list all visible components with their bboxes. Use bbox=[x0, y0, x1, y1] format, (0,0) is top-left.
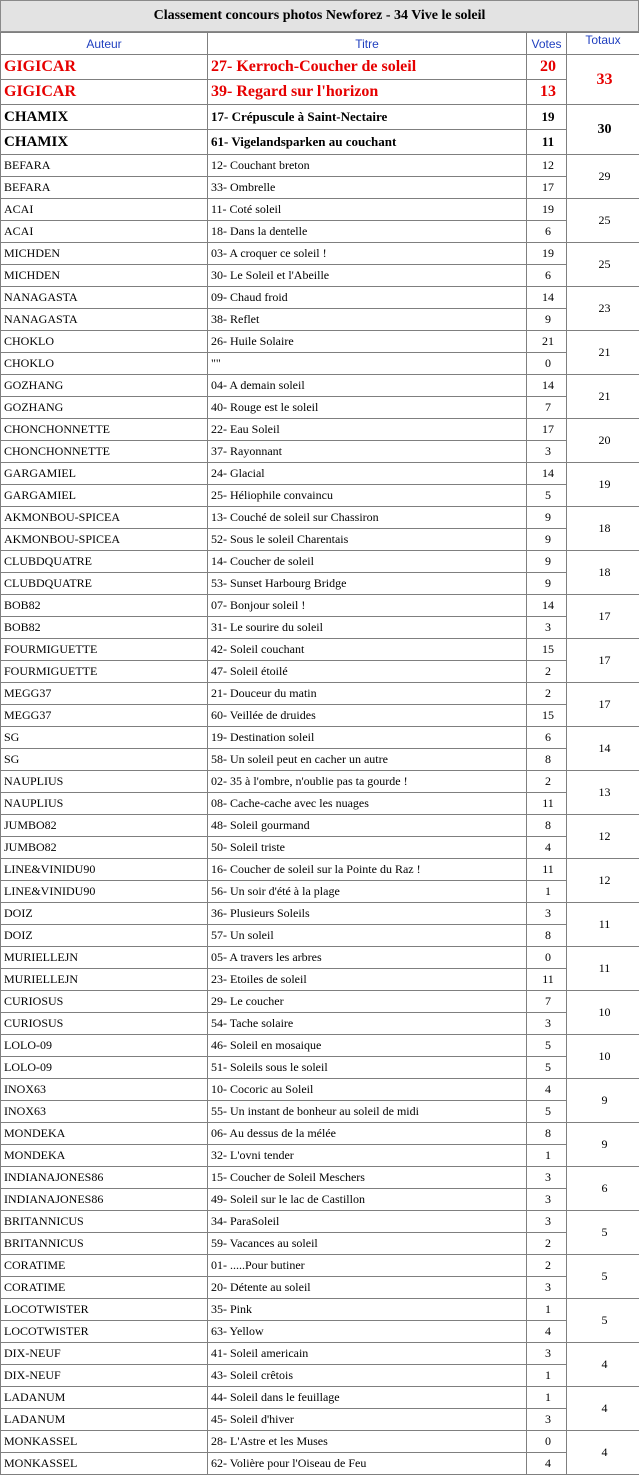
votes-cell: 2 bbox=[527, 661, 567, 683]
votes-cell: 4 bbox=[527, 1079, 567, 1101]
table-row bbox=[1, 485, 639, 507]
photo-title-cell: 47- Soleil étoilé bbox=[208, 661, 527, 683]
table-row bbox=[1, 837, 639, 859]
photo-title-cell: 61- Vigelandsparken au couchant bbox=[208, 130, 527, 155]
table-row bbox=[1, 1431, 639, 1453]
author-cell: MEGG37 bbox=[1, 683, 208, 705]
table-row bbox=[1, 859, 639, 881]
author-cell: BRITANNICUS bbox=[1, 1233, 208, 1255]
table-row bbox=[1, 1255, 639, 1277]
votes-cell: 12 bbox=[527, 155, 567, 177]
table-row bbox=[1, 221, 639, 243]
photo-title-cell: 07- Bonjour soleil ! bbox=[208, 595, 527, 617]
author-cell: AKMONBOU-SPICEA bbox=[1, 529, 208, 551]
author-cell: MICHDEN bbox=[1, 265, 208, 287]
table-row bbox=[1, 331, 639, 353]
author-cell: INDIANAJONES86 bbox=[1, 1167, 208, 1189]
table-row bbox=[1, 639, 639, 661]
photo-title-cell: 49- Soleil sur le lac de Castillon bbox=[208, 1189, 527, 1211]
author-cell: INDIANAJONES86 bbox=[1, 1189, 208, 1211]
votes-cell: 8 bbox=[527, 1123, 567, 1145]
table-row bbox=[1, 1387, 639, 1409]
votes-cell: 9 bbox=[527, 309, 567, 331]
photo-title-cell: 03- A croquer ce soleil ! bbox=[208, 243, 527, 265]
table-row bbox=[1, 397, 639, 419]
votes-cell: 14 bbox=[527, 463, 567, 485]
votes-cell: 1 bbox=[527, 1365, 567, 1387]
table-row bbox=[1, 507, 639, 529]
table-row bbox=[1, 903, 639, 925]
photo-title-cell: 37- Rayonnant bbox=[208, 441, 527, 463]
photo-title-cell: 58- Un soleil peut en cacher un autre bbox=[208, 749, 527, 771]
photo-title-cell: 36- Plusieurs Soleils bbox=[208, 903, 527, 925]
author-cell: ACAI bbox=[1, 199, 208, 221]
author-cell: LOCOTWISTER bbox=[1, 1321, 208, 1343]
photo-title-cell: 06- Au dessus de la mélée bbox=[208, 1123, 527, 1145]
photo-title-cell: 59- Vacances au soleil bbox=[208, 1233, 527, 1255]
photo-title-cell: 15- Coucher de Soleil Meschers bbox=[208, 1167, 527, 1189]
total-cell: 12 bbox=[567, 815, 639, 859]
page-title: Classement concours photos Newforez - 34 Vive le soleil bbox=[0, 0, 639, 32]
photo-title-cell: 11- Coté soleil bbox=[208, 199, 527, 221]
table-row bbox=[1, 1343, 639, 1365]
author-cell: MONKASSEL bbox=[1, 1431, 208, 1453]
photo-title-cell: 19- Destination soleil bbox=[208, 727, 527, 749]
table-row bbox=[1, 80, 639, 105]
votes-cell: 3 bbox=[527, 441, 567, 463]
total-cell: 4 bbox=[567, 1343, 639, 1387]
author-cell: BEFARA bbox=[1, 155, 208, 177]
table-row bbox=[1, 1145, 639, 1167]
photo-title-cell: 13- Couché de soleil sur Chassiron bbox=[208, 507, 527, 529]
total-cell: 33 bbox=[567, 55, 639, 105]
ranking-rows bbox=[1, 55, 639, 1475]
photo-title-cell: 10- Cocoric au Soleil bbox=[208, 1079, 527, 1101]
photo-title-cell: 22- Eau Soleil bbox=[208, 419, 527, 441]
votes-cell: 2 bbox=[527, 1255, 567, 1277]
author-cell: MURIELLEJN bbox=[1, 969, 208, 991]
author-cell: DIX-NEUF bbox=[1, 1365, 208, 1387]
table-row bbox=[1, 1365, 639, 1387]
votes-cell: 9 bbox=[527, 573, 567, 595]
votes-cell: 3 bbox=[527, 1013, 567, 1035]
author-cell: BOB82 bbox=[1, 617, 208, 639]
photo-title-cell: 54- Tache solaire bbox=[208, 1013, 527, 1035]
table-row bbox=[1, 1167, 639, 1189]
author-cell: CORATIME bbox=[1, 1255, 208, 1277]
votes-cell: 8 bbox=[527, 925, 567, 947]
author-cell: SG bbox=[1, 727, 208, 749]
votes-cell: 2 bbox=[527, 1233, 567, 1255]
author-cell: LOCOTWISTER bbox=[1, 1299, 208, 1321]
table-row bbox=[1, 815, 639, 837]
photo-title-cell: 39- Regard sur l'horizon bbox=[208, 80, 527, 105]
votes-cell: 11 bbox=[527, 859, 567, 881]
author-cell: NANAGASTA bbox=[1, 287, 208, 309]
header-row bbox=[1, 33, 639, 55]
photo-title-cell: 42- Soleil couchant bbox=[208, 639, 527, 661]
author-cell: GARGAMIEL bbox=[1, 485, 208, 507]
table-row bbox=[1, 1123, 639, 1145]
author-cell: FOURMIGUETTE bbox=[1, 639, 208, 661]
photo-title-cell: 40- Rouge est le soleil bbox=[208, 397, 527, 419]
total-cell: 14 bbox=[567, 727, 639, 771]
author-cell: CURIOSUS bbox=[1, 991, 208, 1013]
table-row bbox=[1, 265, 639, 287]
total-cell: 19 bbox=[567, 463, 639, 507]
photo-title-cell: 29- Le coucher bbox=[208, 991, 527, 1013]
votes-cell: 6 bbox=[527, 221, 567, 243]
total-cell: 30 bbox=[567, 105, 639, 155]
author-cell: JUMBO82 bbox=[1, 815, 208, 837]
photo-title-cell: 43- Soleil crêtois bbox=[208, 1365, 527, 1387]
votes-cell: 2 bbox=[527, 683, 567, 705]
author-cell: GOZHANG bbox=[1, 397, 208, 419]
total-cell: 12 bbox=[567, 859, 639, 903]
votes-cell: 15 bbox=[527, 705, 567, 727]
photo-title-cell: 56- Un soir d'été à la plage bbox=[208, 881, 527, 903]
author-cell: LADANUM bbox=[1, 1387, 208, 1409]
photo-title-cell: 60- Veillée de druides bbox=[208, 705, 527, 727]
votes-cell: 0 bbox=[527, 1431, 567, 1453]
author-cell: INOX63 bbox=[1, 1079, 208, 1101]
table-row bbox=[1, 749, 639, 771]
header-votes: Votes bbox=[527, 33, 567, 55]
votes-cell: 13 bbox=[527, 80, 567, 105]
ranking-table bbox=[0, 32, 639, 1475]
photo-title-cell: 01- .....Pour butiner bbox=[208, 1255, 527, 1277]
photo-title-cell: 25- Héliophile convaincu bbox=[208, 485, 527, 507]
table-row bbox=[1, 705, 639, 727]
votes-cell: 0 bbox=[527, 947, 567, 969]
table-row bbox=[1, 1409, 639, 1431]
table-row bbox=[1, 1299, 639, 1321]
photo-title-cell: 45- Soleil d'hiver bbox=[208, 1409, 527, 1431]
photo-title-cell: 41- Soleil americain bbox=[208, 1343, 527, 1365]
votes-cell: 5 bbox=[527, 1101, 567, 1123]
total-cell: 4 bbox=[567, 1387, 639, 1431]
author-cell: NAUPLIUS bbox=[1, 771, 208, 793]
photo-title-cell: 14- Coucher de soleil bbox=[208, 551, 527, 573]
votes-cell: 14 bbox=[527, 287, 567, 309]
votes-cell: 14 bbox=[527, 375, 567, 397]
author-cell: LINE&VINIDU90 bbox=[1, 859, 208, 881]
table-row bbox=[1, 1079, 639, 1101]
author-cell: CHOKLO bbox=[1, 331, 208, 353]
table-row bbox=[1, 771, 639, 793]
votes-cell: 11 bbox=[527, 793, 567, 815]
votes-cell: 4 bbox=[527, 1321, 567, 1343]
author-cell: GIGICAR bbox=[1, 55, 208, 80]
photo-title-cell: 12- Couchant breton bbox=[208, 155, 527, 177]
author-cell: MONDEKA bbox=[1, 1145, 208, 1167]
photo-title-cell: 02- 35 à l'ombre, n'oublie pas ta gourde ! bbox=[208, 771, 527, 793]
author-cell: CHOKLO bbox=[1, 353, 208, 375]
table-row bbox=[1, 463, 639, 485]
author-cell: SG bbox=[1, 749, 208, 771]
table-row bbox=[1, 1101, 639, 1123]
table-row bbox=[1, 130, 639, 155]
photo-title-cell: 62- Volière pour l'Oiseau de Feu bbox=[208, 1453, 527, 1475]
photo-title-cell: 51- Soleils sous le soleil bbox=[208, 1057, 527, 1079]
votes-cell: 17 bbox=[527, 177, 567, 199]
table-row bbox=[1, 105, 639, 130]
author-cell: CHAMIX bbox=[1, 130, 208, 155]
total-cell: 9 bbox=[567, 1079, 639, 1123]
table-row bbox=[1, 1453, 639, 1475]
total-cell: 25 bbox=[567, 199, 639, 243]
total-cell: 29 bbox=[567, 155, 639, 199]
author-cell: BRITANNICUS bbox=[1, 1211, 208, 1233]
table-row bbox=[1, 947, 639, 969]
votes-cell: 6 bbox=[527, 727, 567, 749]
author-cell: MONDEKA bbox=[1, 1123, 208, 1145]
table-row bbox=[1, 1211, 639, 1233]
table-row bbox=[1, 55, 639, 80]
author-cell: NANAGASTA bbox=[1, 309, 208, 331]
table-row bbox=[1, 1035, 639, 1057]
photo-title-cell: 27- Kerroch-Coucher de soleil bbox=[208, 55, 527, 80]
votes-cell: 3 bbox=[527, 1189, 567, 1211]
votes-cell: 9 bbox=[527, 507, 567, 529]
header-author: Auteur bbox=[1, 33, 208, 55]
table-row bbox=[1, 991, 639, 1013]
votes-cell: 3 bbox=[527, 1211, 567, 1233]
photo-title-cell: 24- Glacial bbox=[208, 463, 527, 485]
total-cell: 13 bbox=[567, 771, 639, 815]
photo-title-cell: 57- Un soleil bbox=[208, 925, 527, 947]
votes-cell: 7 bbox=[527, 397, 567, 419]
table-row bbox=[1, 793, 639, 815]
total-cell: 11 bbox=[567, 903, 639, 947]
author-cell: LOLO-09 bbox=[1, 1035, 208, 1057]
author-cell: LADANUM bbox=[1, 1409, 208, 1431]
votes-cell: 5 bbox=[527, 485, 567, 507]
table-row bbox=[1, 1013, 639, 1035]
table-row bbox=[1, 155, 639, 177]
author-cell: CURIOSUS bbox=[1, 1013, 208, 1035]
total-cell: 6 bbox=[567, 1167, 639, 1211]
total-cell: 23 bbox=[567, 287, 639, 331]
table-row bbox=[1, 441, 639, 463]
table-row bbox=[1, 551, 639, 573]
votes-cell: 3 bbox=[527, 1167, 567, 1189]
author-cell: LINE&VINIDU90 bbox=[1, 881, 208, 903]
photo-title-cell: 26- Huile Solaire bbox=[208, 331, 527, 353]
votes-cell: 20 bbox=[527, 55, 567, 80]
table-row bbox=[1, 309, 639, 331]
table-row bbox=[1, 1057, 639, 1079]
votes-cell: 15 bbox=[527, 639, 567, 661]
votes-cell: 7 bbox=[527, 991, 567, 1013]
author-cell: MICHDEN bbox=[1, 243, 208, 265]
author-cell: GIGICAR bbox=[1, 80, 208, 105]
photo-title-cell: 32- L'ovni tender bbox=[208, 1145, 527, 1167]
author-cell: DOIZ bbox=[1, 925, 208, 947]
author-cell: GARGAMIEL bbox=[1, 463, 208, 485]
total-cell: 18 bbox=[567, 551, 639, 595]
author-cell: MONKASSEL bbox=[1, 1453, 208, 1475]
votes-cell: 5 bbox=[527, 1035, 567, 1057]
photo-title-cell: 18- Dans la dentelle bbox=[208, 221, 527, 243]
table-row bbox=[1, 243, 639, 265]
votes-cell: 11 bbox=[527, 130, 567, 155]
table-row bbox=[1, 1277, 639, 1299]
total-cell: 25 bbox=[567, 243, 639, 287]
votes-cell: 3 bbox=[527, 1277, 567, 1299]
total-cell: 5 bbox=[567, 1211, 639, 1255]
votes-cell: 4 bbox=[527, 1453, 567, 1475]
author-cell: INOX63 bbox=[1, 1101, 208, 1123]
header-title: Titre bbox=[208, 33, 527, 55]
table-row bbox=[1, 529, 639, 551]
total-cell: 17 bbox=[567, 639, 639, 683]
table-row bbox=[1, 1233, 639, 1255]
votes-cell: 19 bbox=[527, 243, 567, 265]
total-cell: 5 bbox=[567, 1299, 639, 1343]
table-row bbox=[1, 925, 639, 947]
votes-cell: 19 bbox=[527, 105, 567, 130]
author-cell: MURIELLEJN bbox=[1, 947, 208, 969]
photo-title-cell: 04- A demain soleil bbox=[208, 375, 527, 397]
votes-cell: 2 bbox=[527, 771, 567, 793]
total-cell: 17 bbox=[567, 595, 639, 639]
total-cell: 4 bbox=[567, 1431, 639, 1475]
author-cell: ACAI bbox=[1, 221, 208, 243]
photo-title-cell: 23- Etoiles de soleil bbox=[208, 969, 527, 991]
photo-title-cell: 21- Douceur du matin bbox=[208, 683, 527, 705]
photo-title-cell: 28- L'Astre et les Muses bbox=[208, 1431, 527, 1453]
table-row bbox=[1, 573, 639, 595]
total-cell: 5 bbox=[567, 1255, 639, 1299]
votes-cell: 8 bbox=[527, 749, 567, 771]
table-row bbox=[1, 419, 639, 441]
author-cell: AKMONBOU-SPICEA bbox=[1, 507, 208, 529]
photo-title-cell: 33- Ombrelle bbox=[208, 177, 527, 199]
author-cell: FOURMIGUETTE bbox=[1, 661, 208, 683]
votes-cell: 11 bbox=[527, 969, 567, 991]
photo-title-cell: 09- Chaud froid bbox=[208, 287, 527, 309]
author-cell: JUMBO82 bbox=[1, 837, 208, 859]
total-cell: 20 bbox=[567, 419, 639, 463]
photo-title-cell: 48- Soleil gourmand bbox=[208, 815, 527, 837]
author-cell: CLUBDQUATRE bbox=[1, 573, 208, 595]
total-cell: 18 bbox=[567, 507, 639, 551]
table-row bbox=[1, 287, 639, 309]
votes-cell: 1 bbox=[527, 881, 567, 903]
photo-title-cell: 35- Pink bbox=[208, 1299, 527, 1321]
total-cell: 9 bbox=[567, 1123, 639, 1167]
votes-cell: 5 bbox=[527, 1057, 567, 1079]
photo-title-cell: 44- Soleil dans le feuillage bbox=[208, 1387, 527, 1409]
votes-cell: 3 bbox=[527, 617, 567, 639]
author-cell: GOZHANG bbox=[1, 375, 208, 397]
votes-cell: 1 bbox=[527, 1145, 567, 1167]
author-cell: DIX-NEUF bbox=[1, 1343, 208, 1365]
author-cell: BOB82 bbox=[1, 595, 208, 617]
table-row bbox=[1, 595, 639, 617]
table-row bbox=[1, 353, 639, 375]
total-cell: 17 bbox=[567, 683, 639, 727]
author-cell: CHAMIX bbox=[1, 105, 208, 130]
table-row bbox=[1, 375, 639, 397]
table-row bbox=[1, 727, 639, 749]
photo-title-cell: 20- Détente au soleil bbox=[208, 1277, 527, 1299]
photo-title-cell: 16- Coucher de soleil sur la Pointe du Raz ! bbox=[208, 859, 527, 881]
photo-title-cell: 52- Sous le soleil Charentais bbox=[208, 529, 527, 551]
author-cell: NAUPLIUS bbox=[1, 793, 208, 815]
table-row bbox=[1, 683, 639, 705]
author-cell: CHONCHONNETTE bbox=[1, 441, 208, 463]
votes-cell: 3 bbox=[527, 903, 567, 925]
table-row bbox=[1, 177, 639, 199]
author-cell: MEGG37 bbox=[1, 705, 208, 727]
photo-title-cell: 17- Crépuscule à Saint-Nectaire bbox=[208, 105, 527, 130]
total-cell: 10 bbox=[567, 1035, 639, 1079]
photo-title-cell: "" bbox=[208, 353, 527, 375]
table-row bbox=[1, 969, 639, 991]
table-row bbox=[1, 1321, 639, 1343]
photo-title-cell: 50- Soleil triste bbox=[208, 837, 527, 859]
photo-title-cell: 08- Cache-cache avec les nuages bbox=[208, 793, 527, 815]
photo-title-cell: 46- Soleil en mosaique bbox=[208, 1035, 527, 1057]
votes-cell: 6 bbox=[527, 265, 567, 287]
votes-cell: 8 bbox=[527, 815, 567, 837]
photo-title-cell: 63- Yellow bbox=[208, 1321, 527, 1343]
table-row bbox=[1, 199, 639, 221]
votes-cell: 4 bbox=[527, 837, 567, 859]
table-row bbox=[1, 881, 639, 903]
photo-title-cell: 30- Le Soleil et l'Abeille bbox=[208, 265, 527, 287]
author-cell: DOIZ bbox=[1, 903, 208, 925]
total-cell: 11 bbox=[567, 947, 639, 991]
votes-cell: 21 bbox=[527, 331, 567, 353]
header-totals: Totaux bbox=[567, 33, 639, 55]
table-row bbox=[1, 1189, 639, 1211]
total-cell: 21 bbox=[567, 331, 639, 375]
author-cell: CHONCHONNETTE bbox=[1, 419, 208, 441]
photo-title-cell: 38- Reflet bbox=[208, 309, 527, 331]
photo-title-cell: 55- Un instant de bonheur au soleil de midi bbox=[208, 1101, 527, 1123]
author-cell: LOLO-09 bbox=[1, 1057, 208, 1079]
table-row bbox=[1, 661, 639, 683]
votes-cell: 1 bbox=[527, 1387, 567, 1409]
table-row bbox=[1, 617, 639, 639]
photo-title-cell: 05- A travers les arbres bbox=[208, 947, 527, 969]
votes-cell: 0 bbox=[527, 353, 567, 375]
votes-cell: 1 bbox=[527, 1299, 567, 1321]
photo-title-cell: 53- Sunset Harbourg Bridge bbox=[208, 573, 527, 595]
author-cell: BEFARA bbox=[1, 177, 208, 199]
votes-cell: 3 bbox=[527, 1343, 567, 1365]
votes-cell: 17 bbox=[527, 419, 567, 441]
total-cell: 21 bbox=[567, 375, 639, 419]
photo-title-cell: 31- Le sourire du soleil bbox=[208, 617, 527, 639]
total-cell: 10 bbox=[567, 991, 639, 1035]
votes-cell: 3 bbox=[527, 1409, 567, 1431]
author-cell: CORATIME bbox=[1, 1277, 208, 1299]
photo-title-cell: 34- ParaSoleil bbox=[208, 1211, 527, 1233]
votes-cell: 19 bbox=[527, 199, 567, 221]
votes-cell: 9 bbox=[527, 551, 567, 573]
author-cell: CLUBDQUATRE bbox=[1, 551, 208, 573]
votes-cell: 14 bbox=[527, 595, 567, 617]
votes-cell: 9 bbox=[527, 529, 567, 551]
